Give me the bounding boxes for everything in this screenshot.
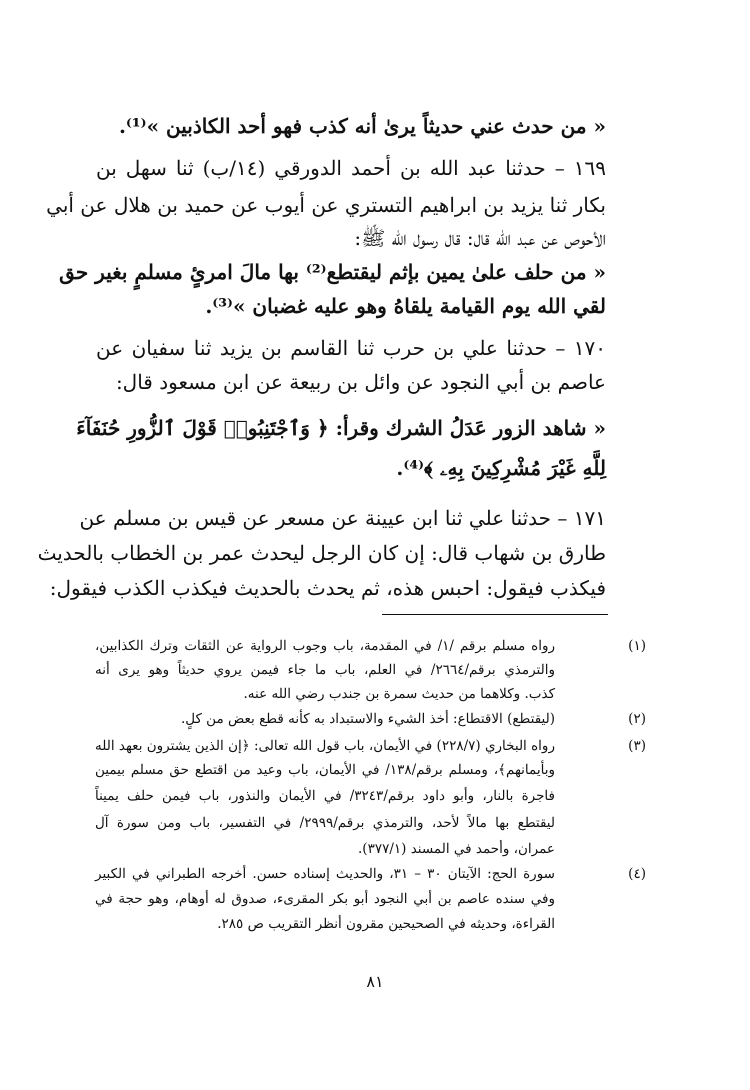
isnad-line: بكار ثنا يزيد بن ابراهيم التستري عن أيوب عن حميد بن هلال عن أبي bbox=[46, 193, 606, 217]
hadith-text-line: « من حلف علىٰ يمين بإثم ليقتطع⁽²⁾ بها مالَ امرئٍ مسلمٍ بغير حق bbox=[59, 260, 606, 284]
isnad-line: ١٧١ – حدثنا علي ثنا ابن عيينة عن مسعر عن قيس بن مسلم عن bbox=[79, 506, 606, 530]
footnote-number: (١) bbox=[628, 638, 646, 654]
footnote-line: فاجرة بالنار، وأبو داود برقم/٣٢٤٣/ في الأيمان والنذور، باب فيمن حلف يميناً bbox=[95, 788, 555, 804]
footnote-separator bbox=[382, 614, 608, 615]
isnad-line: طارق بن شهاب قال: إن كان الرجل ليحدث عمر بن الخطاب بالحديث bbox=[37, 541, 606, 565]
hadith-text-line: « من حدث عني حديثاً يرىٰ أنه كذب فهو أحد الكاذبين »⁽¹⁾. bbox=[118, 114, 606, 138]
hadith-text-line: « شاهد الزور عَدَلُ الشرك وقرأ: ﴿ وَٱجْتَنِبُوا۟ قَوْلَ ٱلزُّورِ حُنَفَآءَ bbox=[76, 416, 606, 440]
quran-verse-line: لِلَّهِ غَيْرَ مُشْرِكِينَ بِهِۦ ﴾⁽⁴⁾. bbox=[396, 456, 606, 480]
footnote-line: رواه مسلم برقم /١/ في المقدمة، باب وجوب الرواية عن الثقات وترك الكذابين، bbox=[95, 638, 555, 654]
footnote-number: (٣) bbox=[628, 738, 646, 754]
footnote-line: (ليقتطع) الاقتطاع: أخذ الشيء والاستبداد به كأنه قطع بعض من كلٍ. bbox=[180, 711, 555, 727]
footnote-line: وفي سنده عاصم بن أبي النجود أبو بكر المقرىء، صدوق له أوهام، وهو حجة في bbox=[95, 891, 555, 907]
isnad-line: فيكذب فيقول: احبس هذه، ثم يحدث بالحديث فيكذب الكذب فيقول: bbox=[49, 576, 606, 600]
footnote-line: القراءة، وحديثه في الصحيحين مقرون أنظر التقريب ص ٢٨٥. bbox=[217, 916, 555, 932]
page-number: ٨١ bbox=[366, 972, 384, 991]
isnad-line: عاصم بن أبي النجود عن وائل بن ربيعة عن ابن مسعود قال: bbox=[115, 370, 606, 394]
hadith-text-line: لقي الله يوم القيامة يلقاهُ وهو عليه غضبان »⁽³⁾. bbox=[205, 294, 606, 318]
footnote-line: سورة الحج: الآيتان ٣٠ – ٣١، والحديث إسناده حسن. أخرجه الطبراني في الكبير bbox=[95, 866, 555, 882]
footnote-line: رواه البخاري (٢٢٨/٧) في الأيمان، باب قول الله تعالى: ﴿إن الذين يشترون بعهد الله bbox=[95, 738, 555, 754]
isnad-line: ١٦٩ – حدثنا عبد الله بن أحمد الدورقي (١٤/ب) ثنا سهل بن bbox=[96, 156, 606, 180]
isnad-line: الأحوص عن عبد الله قال: قال رسول الله ﷺ: bbox=[354, 226, 606, 250]
footnote-line: وبأيمانهم﴾، ومسلم برقم/١٣٨/ في الأيمان، باب وعيد من اقتطع حق مسلم بيمين bbox=[95, 762, 555, 778]
footnote-line: والترمذي برقم/٢٦٦٤/ في العلم، باب ما جاء فيمن يروي حديثاً وهو يرى أنه bbox=[95, 662, 555, 678]
isnad-line: ١٧٠ – حدثنا علي بن حرب ثنا القاسم بن يزيد ثنا سفيان عن bbox=[96, 336, 606, 360]
footnote-line: كذب. وكلاهما من حديث سمرة بن جندب رضي الله عنه. bbox=[243, 686, 555, 702]
footnote-line: ليقتطع بها مالاً لأحد، والترمذي برقم/٢٩٩٩/ في التفسير، باب ومن سورة آل bbox=[95, 815, 555, 831]
footnote-number: (٢) bbox=[628, 711, 646, 727]
footnote-number: (٤) bbox=[628, 866, 646, 882]
footnote-line: عمران، وأحمد في المسند (٣٧٧/١). bbox=[358, 841, 555, 857]
